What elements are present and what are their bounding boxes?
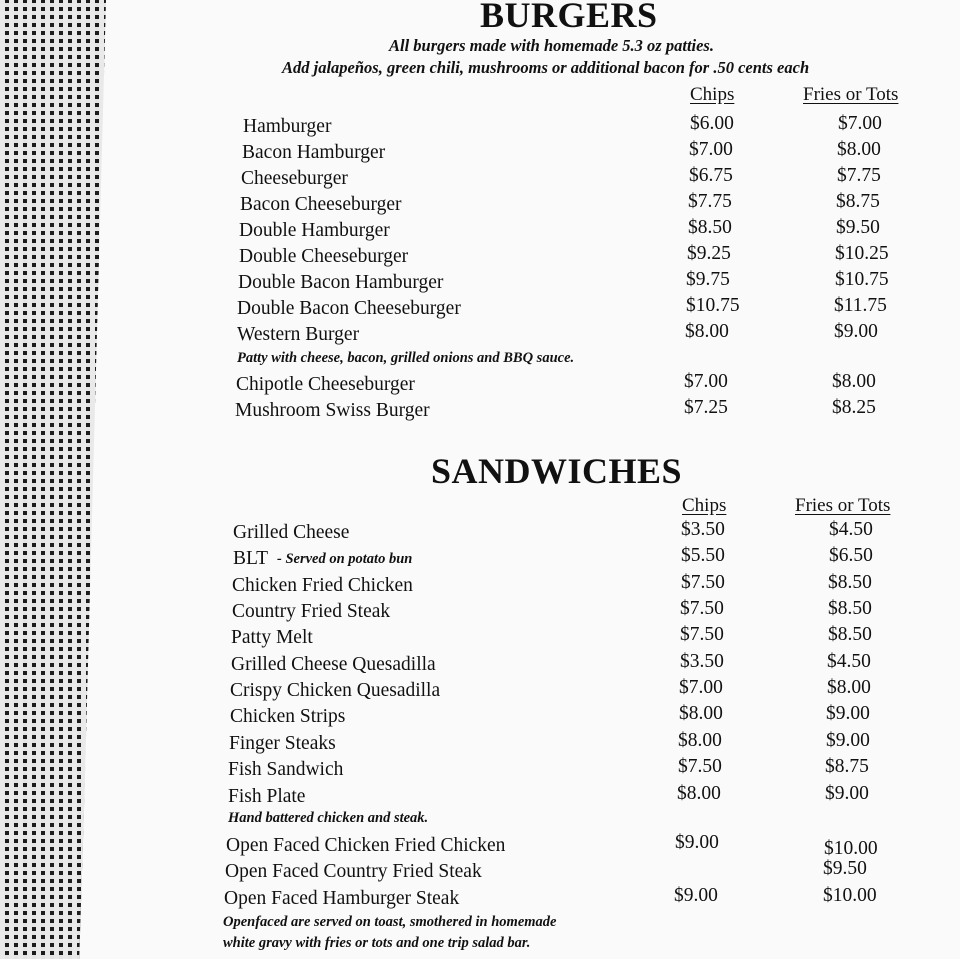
burger-item-chips-price: $7.00 [689,139,733,160]
sandwich-item-name: Open Faced Country Fried Steak [225,861,482,882]
fish-plate-note: Hand battered chicken and steak. [228,810,429,826]
sandwiches-col-fries: Fries or Tots [795,495,891,516]
burgers-subtitle-2: Add jalapeños, green chili, mushrooms or additional bacon for .50 cents each [282,58,810,77]
burger-item-chips-price: $9.75 [686,269,730,290]
burger-item-name: Double Bacon Hamburger [238,272,444,293]
burger-item-name: Mushroom Swiss Burger [235,400,430,421]
sandwich-item-chips-price: $3.50 [681,519,725,540]
openfaced-note-1: Openfaced are served on toast, smothered in homemade [223,914,557,930]
openfaced-note-2: white gravy with fries or tots and one trip salad bar. [223,935,531,951]
burger-item-name: Bacon Cheeseburger [240,194,402,215]
burger-item-chips-price: $10.75 [686,295,740,316]
sandwich-item-name: BLT [233,548,269,569]
sandwich-item-fries-price: $9.00 [826,703,870,724]
sandwich-item-fries-price: $9.50 [823,858,867,879]
burger-item-name: Double Hamburger [239,220,390,241]
burger-item-name: Double Bacon Cheeseburger [237,298,461,319]
sandwich-item-fries-price: $4.50 [827,651,871,672]
sandwich-item-name: Country Fried Steak [232,601,391,622]
sandwiches-col-chips: Chips [682,495,727,516]
sandwich-item-fries-price: $4.50 [829,519,873,540]
burger-item-chips-price: $9.25 [687,243,731,264]
burgers-col-chips: Chips [690,84,735,105]
sandwich-item-fries-price: $8.50 [828,572,872,593]
sandwich-item-chips-price: $7.00 [679,677,723,698]
burger-item-name: Cheeseburger [241,168,348,189]
sandwich-item-name: Fish Plate [228,786,306,807]
burger-item-fries-price: $9.00 [834,321,878,342]
burger-item-chips-price: $6.00 [690,113,734,134]
burger-item-name: Bacon Hamburger [242,142,386,163]
sandwich-item-name: Crispy Chicken Quesadilla [230,680,441,701]
sandwich-item-name: Open Faced Chicken Fried Chicken [226,835,506,856]
burgers-subtitle-1: All burgers made with homemade 5.3 oz patties. [389,36,714,55]
sandwich-item-name: Grilled Cheese Quesadilla [231,654,436,675]
burger-item-chips-price: $8.50 [688,217,732,238]
sandwich-item-fries-price: $8.00 [827,677,871,698]
burger-item-fries-price: $7.00 [838,113,882,134]
sandwich-item-chips-price: $9.00 [675,832,719,853]
sandwiches-title: SANDWICHES [431,451,683,491]
sandwich-item-chips-price: $9.00 [674,885,718,906]
sandwich-item-chips-price: $7.50 [680,598,724,619]
burger-item-chips-price: $7.25 [684,397,728,418]
sandwich-item-fries-price: $8.50 [828,598,872,619]
burger-item-fries-price: $7.75 [837,165,881,186]
burger-item-name: Western Burger [237,324,360,345]
burger-item-chips-price: $8.00 [685,321,729,342]
western-burger-note: Patty with cheese, bacon, grilled onions and BBQ sauce. [237,350,575,366]
burgers-title: BURGERS [480,0,658,35]
burger-item-name: Hamburger [243,116,332,137]
sandwich-item-name: Finger Steaks [229,733,336,754]
sandwich-item-fries-price: $8.50 [828,624,872,645]
sandwich-item-chips-price: $3.50 [680,651,724,672]
sandwich-item-name: Patty Melt [231,627,313,648]
sandwich-item-chips-price: $8.00 [679,703,723,724]
burger-item-fries-price: $11.75 [834,295,887,316]
burger-item-fries-price: $9.50 [836,217,880,238]
burger-item-fries-price: $8.75 [836,191,880,212]
burger-item-chips-price: $7.00 [684,371,728,392]
sandwich-item-chips-price: $7.50 [678,756,722,777]
sandwich-item-fries-price: $10.00 [824,838,878,859]
burger-item-fries-price: $8.25 [832,397,876,418]
sandwich-item-name: Chicken Strips [230,706,346,727]
burger-item-name: Double Cheeseburger [239,246,409,267]
burger-item-fries-price: $10.25 [835,243,889,264]
sandwich-item-chips-price: $7.50 [681,572,725,593]
burgers-col-fries: Fries or Tots [803,84,899,105]
sandwich-item-fries-price: $9.00 [826,730,870,751]
sandwich-item-fries-price: $10.00 [823,885,877,906]
burger-item-chips-price: $6.75 [689,165,733,186]
sandwich-item-name: Fish Sandwich [228,759,344,780]
sandwich-item-fries-price: $9.00 [825,783,869,804]
burger-item-fries-price: $8.00 [832,371,876,392]
sandwich-item-fries-price: $8.75 [825,756,869,777]
blt-note: - Served on potato bun [277,551,413,567]
burger-item-chips-price: $7.75 [688,191,732,212]
sandwich-item-name: Grilled Cheese [233,522,350,543]
sandwich-item-chips-price: $5.50 [681,545,725,566]
burger-item-fries-price: $10.75 [835,269,889,290]
burger-item-fries-price: $8.00 [837,139,881,160]
sandwich-item-chips-price: $8.00 [677,783,721,804]
sandwich-item-chips-price: $7.50 [680,624,724,645]
sandwich-item-name: Open Faced Hamburger Steak [224,888,460,909]
sandwich-item-fries-price: $6.50 [829,545,873,566]
burger-item-name: Chipotle Cheeseburger [236,374,415,395]
sandwich-item-chips-price: $8.00 [678,730,722,751]
sandwich-item-name: Chicken Fried Chicken [232,575,413,596]
